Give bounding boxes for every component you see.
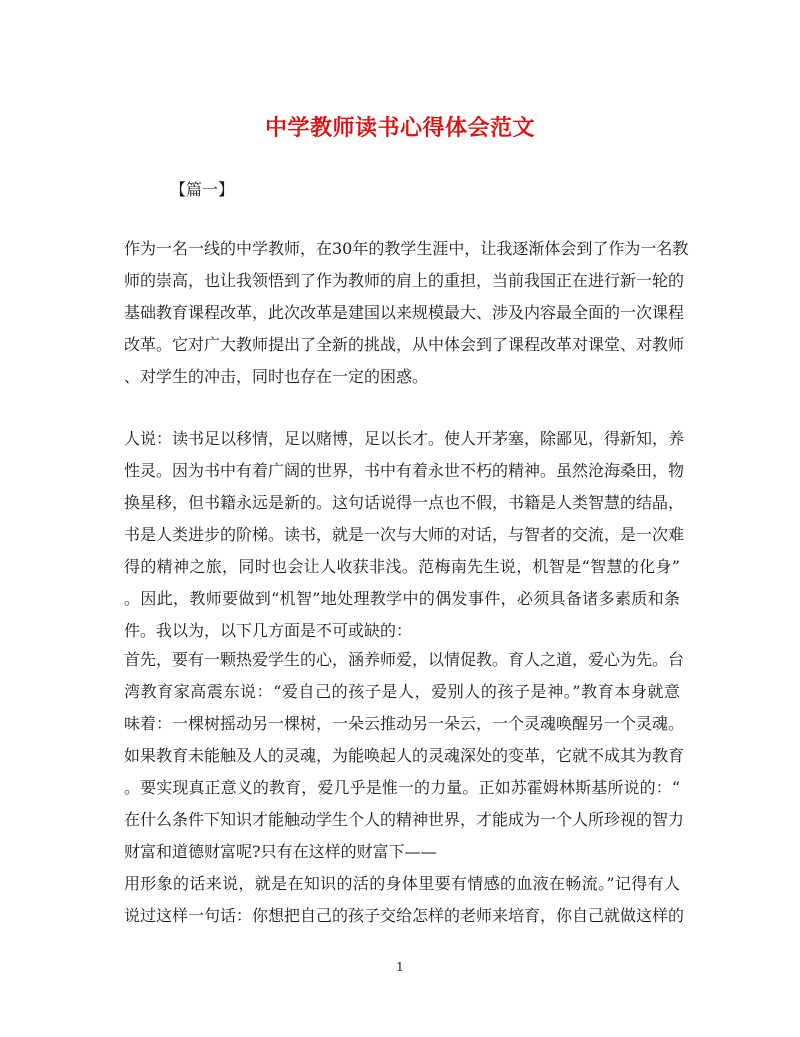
paragraph-line: 。要实现真正意义的教育，爱几乎是惟一的力量。正如苏霍姆林斯基所说的：“	[124, 778, 680, 797]
paragraph-line: 作为一名一线的中学教师，在30年的教学生涯中，让我逐渐体会到了作为一名教	[124, 239, 689, 258]
paragraph-line: 用形象的话来说，就是在知识的活的身体里要有情感的血液在畅流。”记得有人	[124, 874, 680, 893]
paragraph-line: 改革。它对广大教师提出了全新的挑战，从中体会到了课程改革对课堂、对教师	[124, 335, 685, 354]
paragraph-line: 。因此，教师要做到“机智”地处理教学中的偶发事件，必须具备诸多素质和条	[124, 589, 680, 608]
paragraph-line: 说过这样一句话：你想把自己的孩子交给怎样的老师来培育，你自己就做这样的	[124, 906, 685, 925]
paragraph-line: 件。我以为，以下几方面是不可或缺的：	[124, 621, 413, 640]
paragraph-line: 性灵。因为书中有着广阔的世界，书中有着永世不朽的精神。虽然沧海桑田，物	[124, 461, 685, 480]
section-label: 【篇一】	[170, 180, 235, 199]
paragraph-line: 财富和道德财富呢?只有在这样的财富下——	[124, 842, 437, 861]
paragraph-line: 首先，要有一颗热爱学生的心，涵养师爱，以情促教。育人之道，爱心为先。台	[124, 650, 685, 669]
paragraph-line: 基础教育课程改革，此次改革是建国以来规模最大、涉及内容最全面的一次课程	[124, 303, 685, 322]
paragraph-line: 书是人类进步的阶梯。读书，就是一次与大师的对话，与智者的交流，是一次难	[124, 525, 685, 544]
paragraph-line: 人说：读书足以移情，足以赌博，足以长才。使人开茅塞，除鄙见，得新知，养	[124, 429, 685, 448]
page-number: 1	[396, 960, 404, 974]
paragraph-line: 如果教育未能触及人的灵魂，为能唤起人的灵魂深处的变革，它就不成其为教育	[124, 746, 685, 765]
paragraph-line: 、对学生的冲击，同时也存在一定的困惑。	[124, 367, 429, 386]
paragraph-2	[124, 423, 685, 647]
paragraph-line: 味着：一棵树摇动另一棵树，一朵云推动另一朵云，一个灵魂唤醒另一个灵魂。	[124, 714, 685, 733]
paragraph-1	[124, 233, 689, 393]
paragraph-3	[124, 644, 685, 932]
paragraph-line: 湾教育家高震东说：“爱自己的孩子是人，爱别人的孩子是神。”教育本身就意	[124, 682, 680, 701]
paragraph-line: 换星移，但书籍永远是新的。这句话说得一点也不假，书籍是人类智慧的结晶，	[124, 493, 685, 512]
paragraph-line: 在什么条件下知识才能触动学生个人的精神世界，才能成为一个人所珍视的智力	[124, 810, 685, 829]
paragraph-line: 得的精神之旅，同时也会让人收获非浅。范梅南先生说，机智是“智慧的化身”	[124, 557, 680, 576]
paragraph-line: 师的崇高，也让我领悟到了作为教师的肩上的重担，当前我国正在进行新一轮的	[124, 271, 685, 290]
document-title: 中学教师读书心得体会范文	[264, 115, 535, 141]
